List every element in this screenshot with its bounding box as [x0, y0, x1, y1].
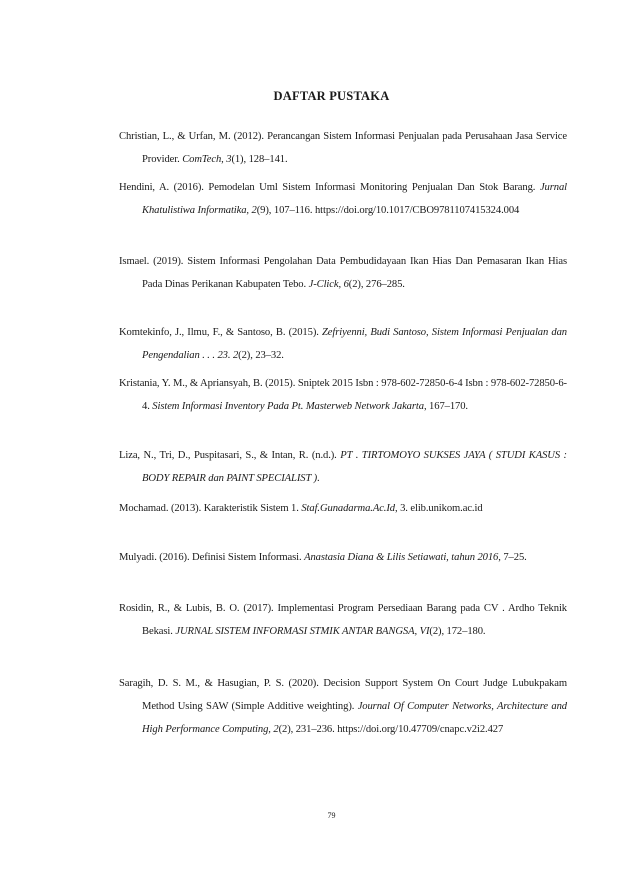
reference-entry: Christian, L., & Urfan, M. (2012). Perancangan Sistem Informasi Penjualan pada Perusahaan Jasa Service Provider. ComTech, 3(1), 128–141. — [119, 131, 567, 165]
reference-entry: Kristania, Y. M., & Apriansyah, B. (2015). Sniptek 2015 Isbn : 978-602-72850-6-4 Isbn : 978-602-72850-6-4. Sistem Informasi Inventory Pada Pt. Masterweb Network Jakarta, 167–170. — [119, 378, 567, 412]
reference-entry: Komtekinfo, J., Ilmu, F., & Santoso, B. (2015). Zefriyenni, Budi Santoso, Sistem Informasi Penjualan dan Pengendalian . . . 23. 2(2), 23–32. — [119, 327, 567, 361]
page-number: 79 — [327, 811, 336, 820]
page-title: DAFTAR PUSTAKA — [273, 89, 390, 103]
reference-entry: Mochamad. (2013). Karakteristik Sistem 1. Staf.Gunadarma.Ac.Id, 3. elib.unikom.ac.id — [119, 503, 483, 514]
reference-entry: Saragih, D. S. M., & Hasugian, P. S. (2020). Decision Support System On Court Judge Lubukpakam Method Using SAW (Simple Additive weighting). Journal Of Computer Networks, Architecture and High Performance Computing, 2(2), 231–236. https://doi.org/10.47709/cnapc.v2i2.427 — [119, 678, 567, 735]
reference-entry: Ismael. (2019). Sistem Informasi Pengolahan Data Pembudidayaan Ikan Hias Dan Pemasaran Ikan Hias Pada Dinas Perikanan Kabupaten Tebo. J-Click, 6(2), 276–285. — [119, 256, 567, 290]
reference-entry: Liza, N., Tri, D., Puspitasari, S., & Intan, R. (n.d.). PT . TIRTOMOYO SUKSES JAYA ( STUDI KASUS : BODY REPAIR dan PAINT SPECIALIST ). — [119, 450, 567, 484]
reference-entry: Mulyadi. (2016). Definisi Sistem Informasi. Anastasia Diana & Lilis Setiawati, tahun 2016, 7–25. — [119, 552, 527, 563]
reference-entry: Hendini, A. (2016). Pemodelan Uml Sistem Informasi Monitoring Penjualan Dan Stok Barang. Jurnal Khatulistiwa Informatika, 2(9), 107–116. https://doi.org/10.1017/CBO9781107415324.004 — [119, 182, 567, 216]
reference-entry: Rosidin, R., & Lubis, B. O. (2017). Implementasi Program Persediaan Barang pada CV . Ardho Teknik Bekasi. JURNAL SISTEM INFORMASI STMIK ANTAR BANGSA, VI(2), 172–180. — [119, 603, 567, 637]
